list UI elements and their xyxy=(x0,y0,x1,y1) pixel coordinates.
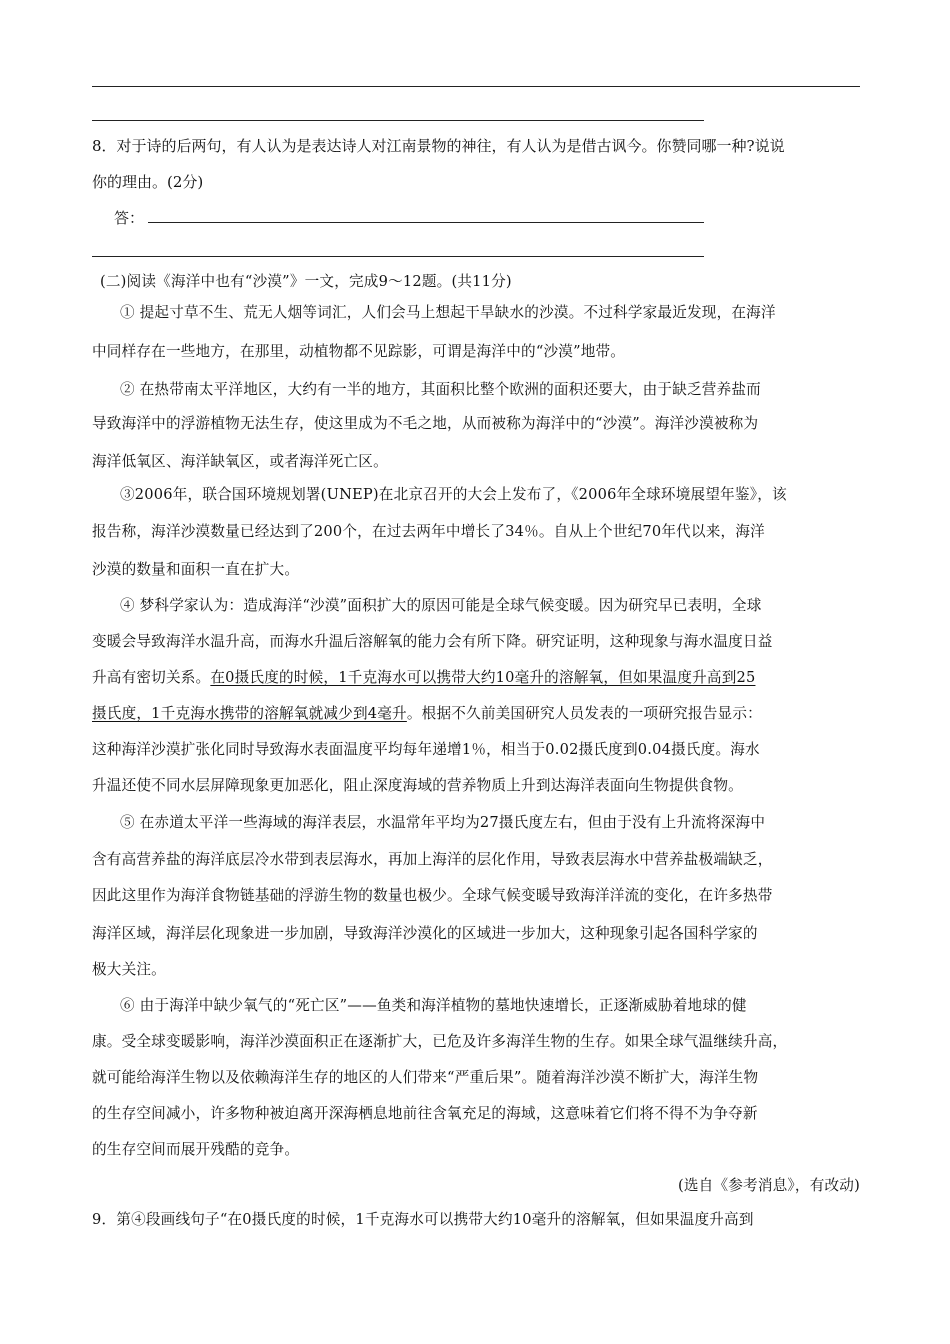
answer-line-top-2 xyxy=(92,120,704,121)
answer-line-top-1 xyxy=(92,86,860,87)
q9-line-1: 9．第④段画线句子“在0摄氏度的时候，1千克海水可以携带大约10毫升的溶解氧，但如果温度升高到 xyxy=(92,1211,754,1228)
p6-line-2: 康。受全球变暖影响，海洋沙漠面积正在逐渐扩大，已危及许多海洋生物的生存。如果全球气温继续升高， xyxy=(92,1033,788,1050)
p2-line-3: 海洋低氧区、海洋缺氧区，或者海洋死亡区。 xyxy=(92,453,388,470)
q8-line-2: 你的理由。(2分) xyxy=(92,173,204,191)
p5-line-1: ⑤ 在赤道太平洋一些海域的海洋表层，水温常年平均为27摄氏度左右，但由于没有上升流将深海中 xyxy=(120,814,766,831)
p3-line-1: ③2006年，联合国环境规划署(UNEP)在北京召开的大会上发布了，《2006年全球环境展望年鉴》，该 xyxy=(120,486,787,503)
q8-line-1: 8．对于诗的后两句，有人认为是表达诗人对江南景物的神往，有人认为是借古讽今。你赞同哪一种?说说 xyxy=(92,137,785,155)
p5-line-2: 含有高营养盐的海洋底层冷水带到表层海水，再加上海洋的层化作用，导致表层海水中营养盐极端缺乏， xyxy=(92,851,773,868)
section-title: (二)阅读《海洋中也有“沙漠”》一文，完成9～12题。(共11分) xyxy=(100,273,512,290)
p5-line-4: 海洋区域，海洋层化现象进一步加剧，导致海洋沙漠化的区域进一步加大，这种现象引起各国科学家的 xyxy=(92,925,758,942)
p6-line-3: 就可能给海洋生物以及依赖海洋生存的地区的人们带来“严重后果”。随着海洋沙漠不断扩大，海洋生物 xyxy=(92,1069,759,1086)
p4-line-3 xyxy=(92,668,755,688)
p4-underlined-sentence-part-1: 在0摄氏度的时候，1千克海水可以携带大约10毫升的溶解氧，但如果温度升高到25 xyxy=(210,669,756,686)
q8-answer-line-2[interactable] xyxy=(92,256,704,257)
p6-line-5: 的生存空间而展开残酷的竞争。 xyxy=(92,1141,300,1158)
p5-line-5: 极大关注。 xyxy=(92,961,166,978)
p3-line-2: 报告称，海洋沙漠数量已经达到了200个，在过去两年中增长了34％。自从上个世纪70年代以来，海洋 xyxy=(92,523,765,540)
p6-line-4: 的生存空间减小，许多物种被迫离开深海栖息地前往含氧充足的海域，这意味着它们将不得不为争夺新 xyxy=(92,1105,758,1122)
p4-line-5: 这种海洋沙漠扩张化同时导致海水表面温度平均每年递增1％，相当于0.02摄氏度到0.04摄氏度。海水 xyxy=(92,741,760,758)
p4-line-6: 升温还使不同水层屏障现象更加恶化，阻止深度海域的营养物质上升到达海洋表面向生物提供食物。 xyxy=(92,777,743,794)
p4-underlined-sentence-part-2: 摄氏度，1千克海水携带的溶解氧就减少到4毫升 xyxy=(92,705,407,722)
p1-line-1: ① 提起寸草不生、荒无人烟等词汇，人们会马上想起干旱缺水的沙漠。不过科学家最近发现，在海洋 xyxy=(120,304,776,321)
p2-line-2: 导致海洋中的浮游植物无法生存，使这里成为不毛之地，从而被称为海洋中的“沙漠”。海洋沙漠被称为 xyxy=(92,415,759,432)
p4-line-1: ④ 梦科学家认为：造成海洋“沙漠”面积扩大的原因可能是全球气候变暖。因为研究早已表明，全球 xyxy=(120,597,762,614)
q8-answer-label: 答： xyxy=(114,209,145,227)
source-citation: (选自《参考消息》，有改动) xyxy=(677,1177,860,1194)
p1-line-2: 中同样存在一些地方，在那里，动植物都不见踪影，可谓是海洋中的“沙漠”地带。 xyxy=(92,343,626,360)
p4-line-4-plain: 。根据不久前美国研究人员发表的一项研究报告显示： xyxy=(406,705,762,722)
p4-line-3-plain: 升高有密切关系。 xyxy=(92,669,211,686)
p2-line-1: ② 在热带南太平洋地区，大约有一半的地方，其面积比整个欧洲的面积还要大，由于缺乏营养盐而 xyxy=(120,381,761,398)
p4-line-4 xyxy=(92,704,762,724)
p4-line-2: 变暖会导致海洋水温升高，而海水升温后溶解氧的能力会有所下降。研究证明，这种现象与海水温度日益 xyxy=(92,633,773,650)
p5-line-3: 因此这里作为海洋食物链基础的浮游生物的数量也极少。全球气候变暖导致海洋洋流的变化，在许多热带 xyxy=(92,887,773,904)
p6-line-1: ⑥ 由于海洋中缺少氧气的“死亡区”——鱼类和海洋植物的墓地快速增长，正逐渐威胁着地球的健 xyxy=(120,997,747,1014)
q8-answer-line-1[interactable] xyxy=(148,222,704,223)
p3-line-3: 沙漠的数量和面积一直在扩大。 xyxy=(92,561,300,578)
